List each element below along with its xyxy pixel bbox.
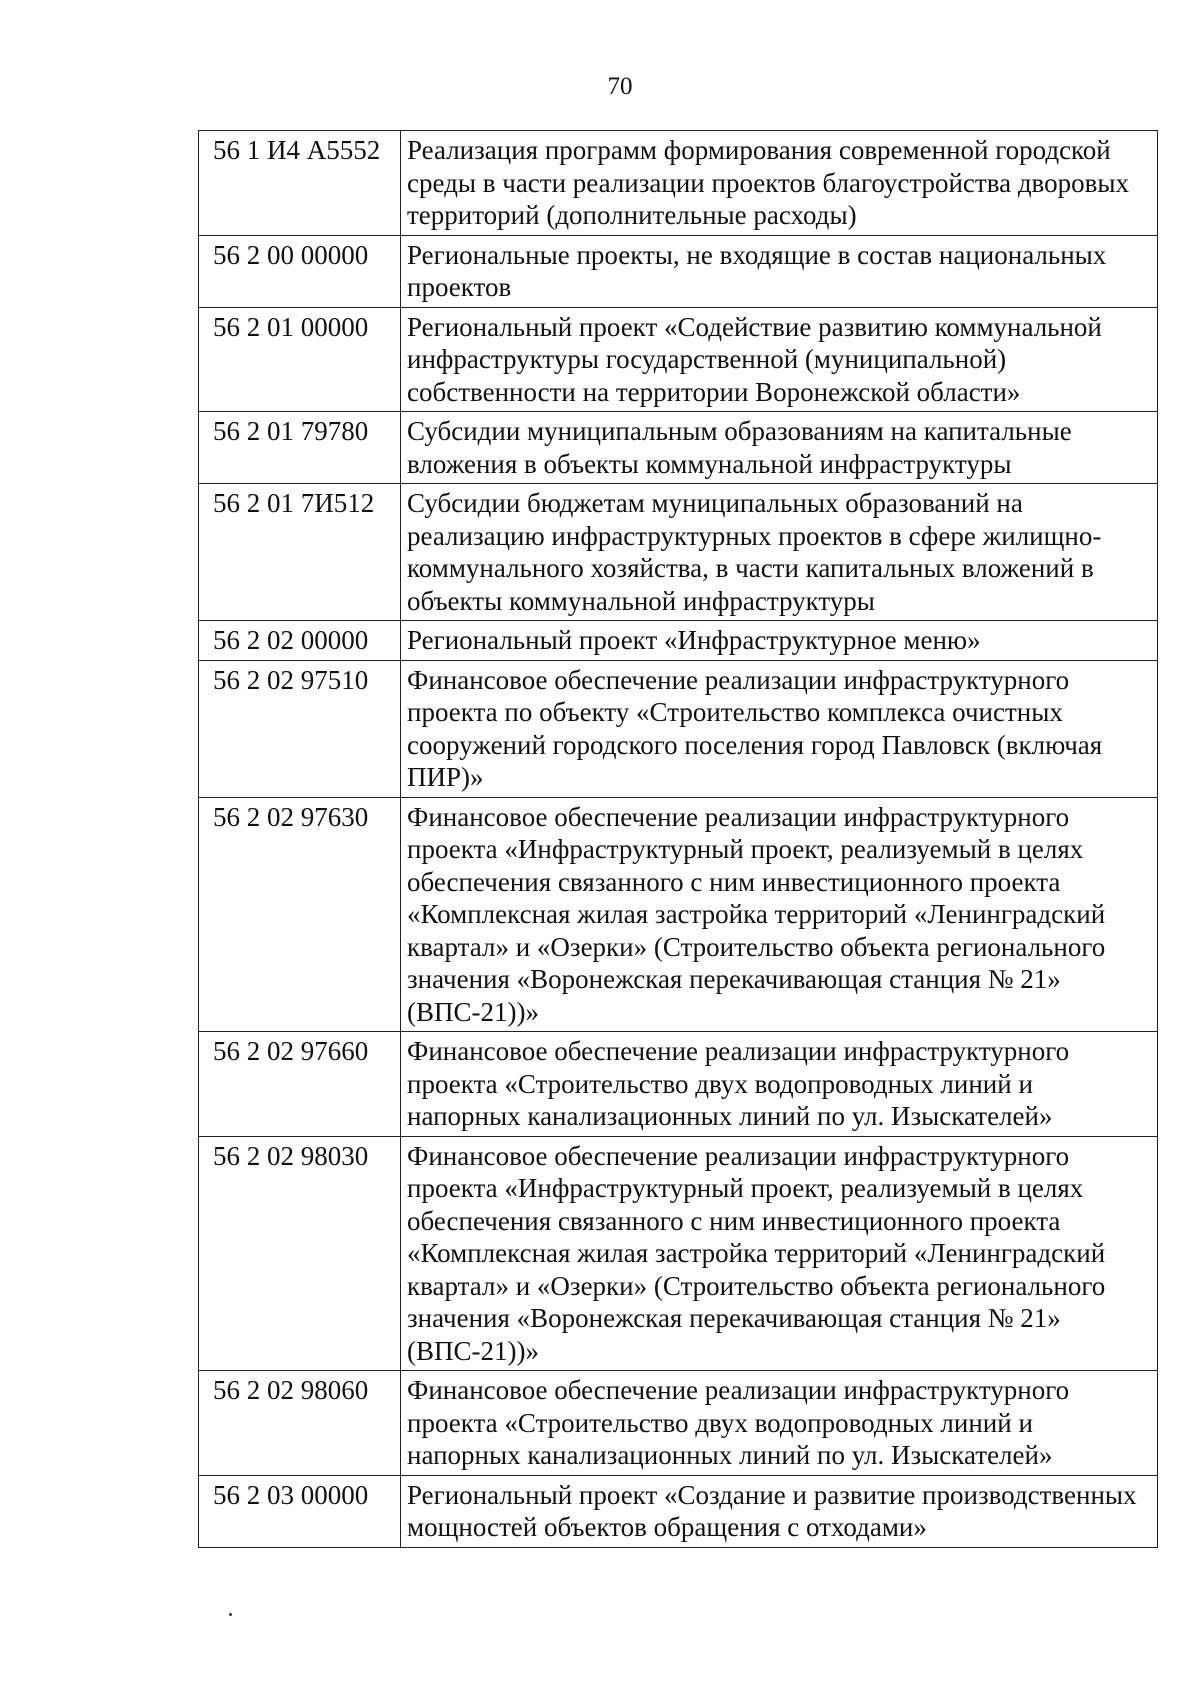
table-row xyxy=(199,621,1158,661)
table-row xyxy=(199,412,1158,484)
table-row xyxy=(199,484,1158,621)
description-cell: Субсидии бюджетам муниципальных образований на реализацию инфраструктурных проектов в сфере жилищно-коммунального хозяйства, в части капитальных вложений в объекты коммунальной инфраструктуры xyxy=(401,484,1158,621)
description-cell: Финансовое обеспечение реализации инфраструктурного проекта «Строительство двух водопроводных линий и напорных канализационных линий по ул. Изыскателей» xyxy=(401,1032,1158,1137)
code-cell: 56 2 02 98030 xyxy=(199,1136,401,1371)
table-row xyxy=(199,307,1158,412)
table-row xyxy=(199,1475,1158,1547)
table-row xyxy=(199,1371,1158,1476)
code-cell: 56 2 01 00000 xyxy=(199,307,401,412)
description-cell: Реализация программ формирования современной городской среды в части реализации проектов благоустройства дворовых территорий (дополнительные расходы) xyxy=(401,131,1158,236)
description-cell: Финансовое обеспечение реализации инфраструктурного проекта «Инфраструктурный проект, реализуемый в целях обеспечения связанного с ним инвестиционного проекта «Комплексная жилая застройка территорий «Ленинградский квартал» и «Озерки» (Строительство объекта регионального значения «Воронежская перекачивающая станция № 21» (ВПС-21))» xyxy=(401,1136,1158,1371)
code-cell: 56 2 02 97630 xyxy=(199,797,401,1032)
table-row xyxy=(199,235,1158,307)
code-cell: 56 2 02 00000 xyxy=(199,621,401,661)
table-row xyxy=(199,797,1158,1032)
budget-classification-table xyxy=(198,130,1158,1548)
description-cell: Субсидии муниципальным образованиям на капитальные вложения в объекты коммунальной инфраструктуры xyxy=(401,412,1158,484)
table-row xyxy=(199,1136,1158,1371)
description-cell: Региональный проект «Инфраструктурное меню» xyxy=(401,621,1158,661)
table-row xyxy=(199,1032,1158,1137)
code-cell: 56 2 00 00000 xyxy=(199,235,401,307)
scan-artifact-dot xyxy=(229,1613,232,1616)
code-cell: 56 1 И4 А5552 xyxy=(199,131,401,236)
page-number: 70 xyxy=(607,73,633,100)
description-cell: Региональный проект «Создание и развитие производственных мощностей объектов обращения с отходами» xyxy=(401,1475,1158,1547)
code-cell: 56 2 02 98060 xyxy=(199,1371,401,1476)
table-row xyxy=(199,131,1158,236)
code-cell: 56 2 03 00000 xyxy=(199,1475,401,1547)
description-cell: Региональные проекты, не входящие в состав национальных проектов xyxy=(401,235,1158,307)
description-cell: Финансовое обеспечение реализации инфраструктурного проекта по объекту «Строительство комплекса очистных сооружений городского поселения город Павловск (включая ПИР)» xyxy=(401,660,1158,797)
description-cell: Региональный проект «Содействие развитию коммунальной инфраструктуры государственной (муниципальной) собственности на территории Воронежской области» xyxy=(401,307,1158,412)
description-cell: Финансовое обеспечение реализации инфраструктурного проекта «Инфраструктурный проект, реализуемый в целях обеспечения связанного с ним инвестиционного проекта «Комплексная жилая застройка территорий «Ленинградский квартал» и «Озерки» (Строительство объекта регионального значения «Воронежская перекачивающая станция № 21» (ВПС-21))» xyxy=(401,797,1158,1032)
code-cell: 56 2 01 7И512 xyxy=(199,484,401,621)
description-cell: Финансовое обеспечение реализации инфраструктурного проекта «Строительство двух водопроводных линий и напорных канализационных линий по ул. Изыскателей» xyxy=(401,1371,1158,1476)
code-cell: 56 2 02 97510 xyxy=(199,660,401,797)
code-cell: 56 2 02 97660 xyxy=(199,1032,401,1137)
code-cell: 56 2 01 79780 xyxy=(199,412,401,484)
table-row xyxy=(199,660,1158,797)
